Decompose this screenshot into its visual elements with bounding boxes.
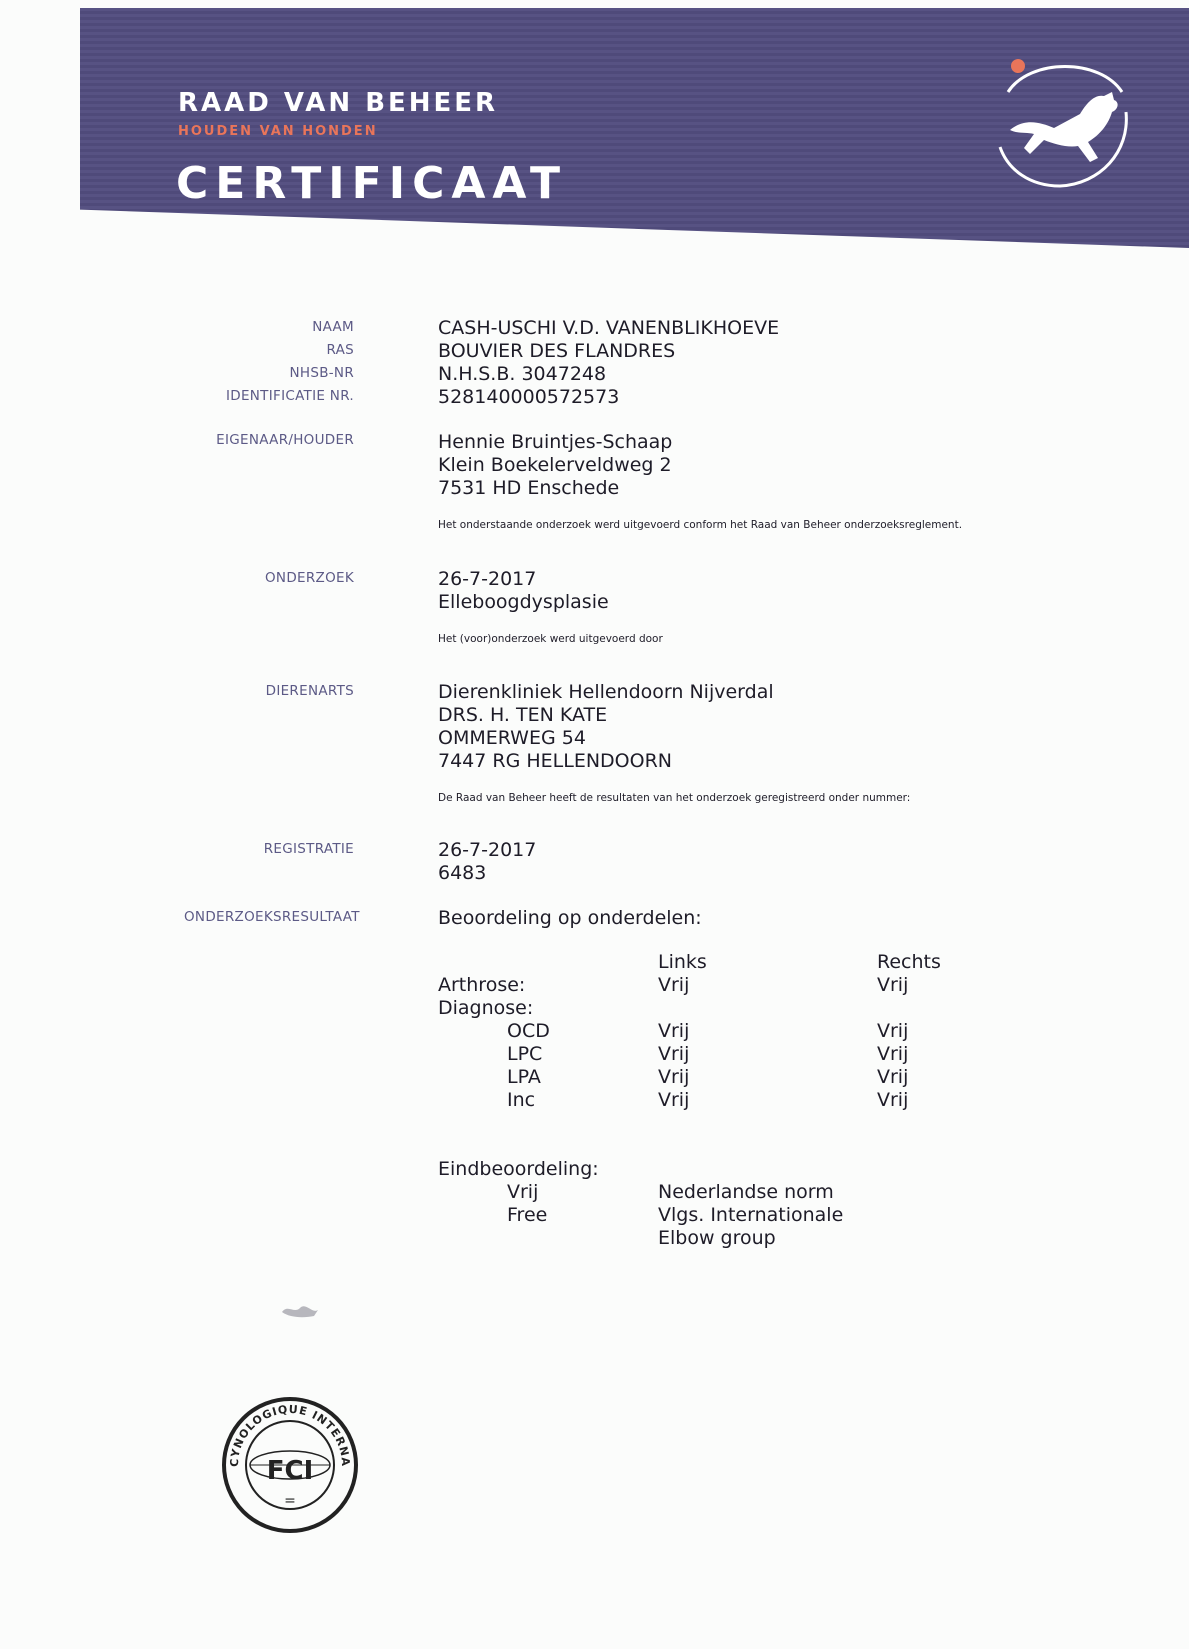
final-result-2-note: Vlgs. Internationale <box>658 1204 844 1226</box>
vet-clinic: Dierenkliniek Hellendoorn Nijverdal <box>438 681 774 703</box>
scan-smudge <box>280 1300 320 1320</box>
fci-seal-abbr: FCI <box>266 1456 314 1486</box>
dog-name: CASH-USCHI V.D. VANENBLIKHOEVE <box>438 317 780 339</box>
owner-name: Hennie Bruintjes-Schaap <box>438 431 673 453</box>
result-row-right: Vrij <box>877 1089 909 1111</box>
registration-date: 26-7-2017 <box>438 839 537 861</box>
vet-city: 7447 RG HELLENDOORN <box>438 750 672 772</box>
note-reglement: Het onderstaande onderzoek werd uitgevoerd conform het Raad van Beheer onderzoeksreglement. <box>438 519 963 531</box>
result-row-left: Vrij <box>658 1089 690 1111</box>
document-title: CERTIFICAAT <box>176 158 568 209</box>
vet-name: DRS. H. TEN KATE <box>438 704 608 726</box>
label-dierenarts: DIERENARTS <box>265 683 354 699</box>
label-onderzoek: ONDERZOEK <box>265 570 354 586</box>
svg-text:CYNOLOGIQUE INTERNA: CYNOLOGIQUE INTERNA <box>227 1402 353 1468</box>
result-row-left: Vrij <box>658 1043 690 1065</box>
registration-number: 6483 <box>438 862 487 884</box>
svg-text:=: = <box>284 1493 296 1509</box>
result-row-label: LPC <box>507 1043 543 1065</box>
label-onderzoeksresultaat: ONDERZOEKSRESULTAAT <box>184 909 360 925</box>
results-heading: Beoordeling op onderdelen: <box>438 907 702 929</box>
examination-type: Elleboogdysplasie <box>438 591 609 613</box>
column-links: Links <box>658 951 707 973</box>
label-identificatie: IDENTIFICATIE NR. <box>225 388 354 404</box>
final-result-2: Free <box>507 1204 548 1226</box>
diagnose-label: Diagnose: <box>438 997 534 1019</box>
result-row-right: Vrij <box>877 1020 909 1042</box>
org-tagline: HOUDEN VAN HONDEN <box>178 124 378 139</box>
result-row-right: Vrij <box>877 1043 909 1065</box>
note-uitgevoerd: Het (voor)onderzoek werd uitgevoerd door <box>438 633 663 645</box>
result-row-label: Inc <box>507 1089 536 1111</box>
dog-jumping-logo-icon <box>990 52 1140 192</box>
fci-seal-icon <box>220 1395 360 1535</box>
label-registratie: REGISTRATIE <box>263 841 354 857</box>
owner-street: Klein Boekelerveldweg 2 <box>438 454 672 476</box>
label-eigenaar: EIGENAAR/HOUDER <box>216 432 354 448</box>
result-row-left: Vrij <box>658 1020 690 1042</box>
label-nhsb: NHSB-NR <box>289 365 354 381</box>
arthrose-left: Vrij <box>658 974 690 996</box>
label-ras: RAS <box>326 342 354 358</box>
dog-identification-number: 528140000572573 <box>438 386 620 408</box>
arthrose-label: Arthrose: <box>438 974 526 996</box>
final-result-1: Vrij <box>507 1181 539 1203</box>
final-result-2-note-line2: Elbow group <box>658 1227 776 1249</box>
result-row-label: LPA <box>507 1066 541 1088</box>
owner-city: 7531 HD Enschede <box>438 477 620 499</box>
examination-date: 26-7-2017 <box>438 568 537 590</box>
arthrose-right: Vrij <box>877 974 909 996</box>
result-row-left: Vrij <box>658 1066 690 1088</box>
org-name: RAAD VAN BEHEER <box>178 88 499 118</box>
dog-breed: BOUVIER DES FLANDRES <box>438 340 676 362</box>
label-naam: NAAM <box>312 319 354 335</box>
vet-street: OMMERWEG 54 <box>438 727 586 749</box>
dog-nhsb-number: N.H.S.B. 3047248 <box>438 363 607 385</box>
final-label: Eindbeoordeling: <box>438 1158 599 1180</box>
result-row-label: OCD <box>507 1020 550 1042</box>
note-geregistreerd: De Raad van Beheer heeft de resultaten van het onderzoek geregistreerd onder nummer: <box>438 792 911 804</box>
result-row-right: Vrij <box>877 1066 909 1088</box>
column-rechts: Rechts <box>877 951 941 973</box>
final-result-1-note: Nederlandse norm <box>658 1181 834 1203</box>
